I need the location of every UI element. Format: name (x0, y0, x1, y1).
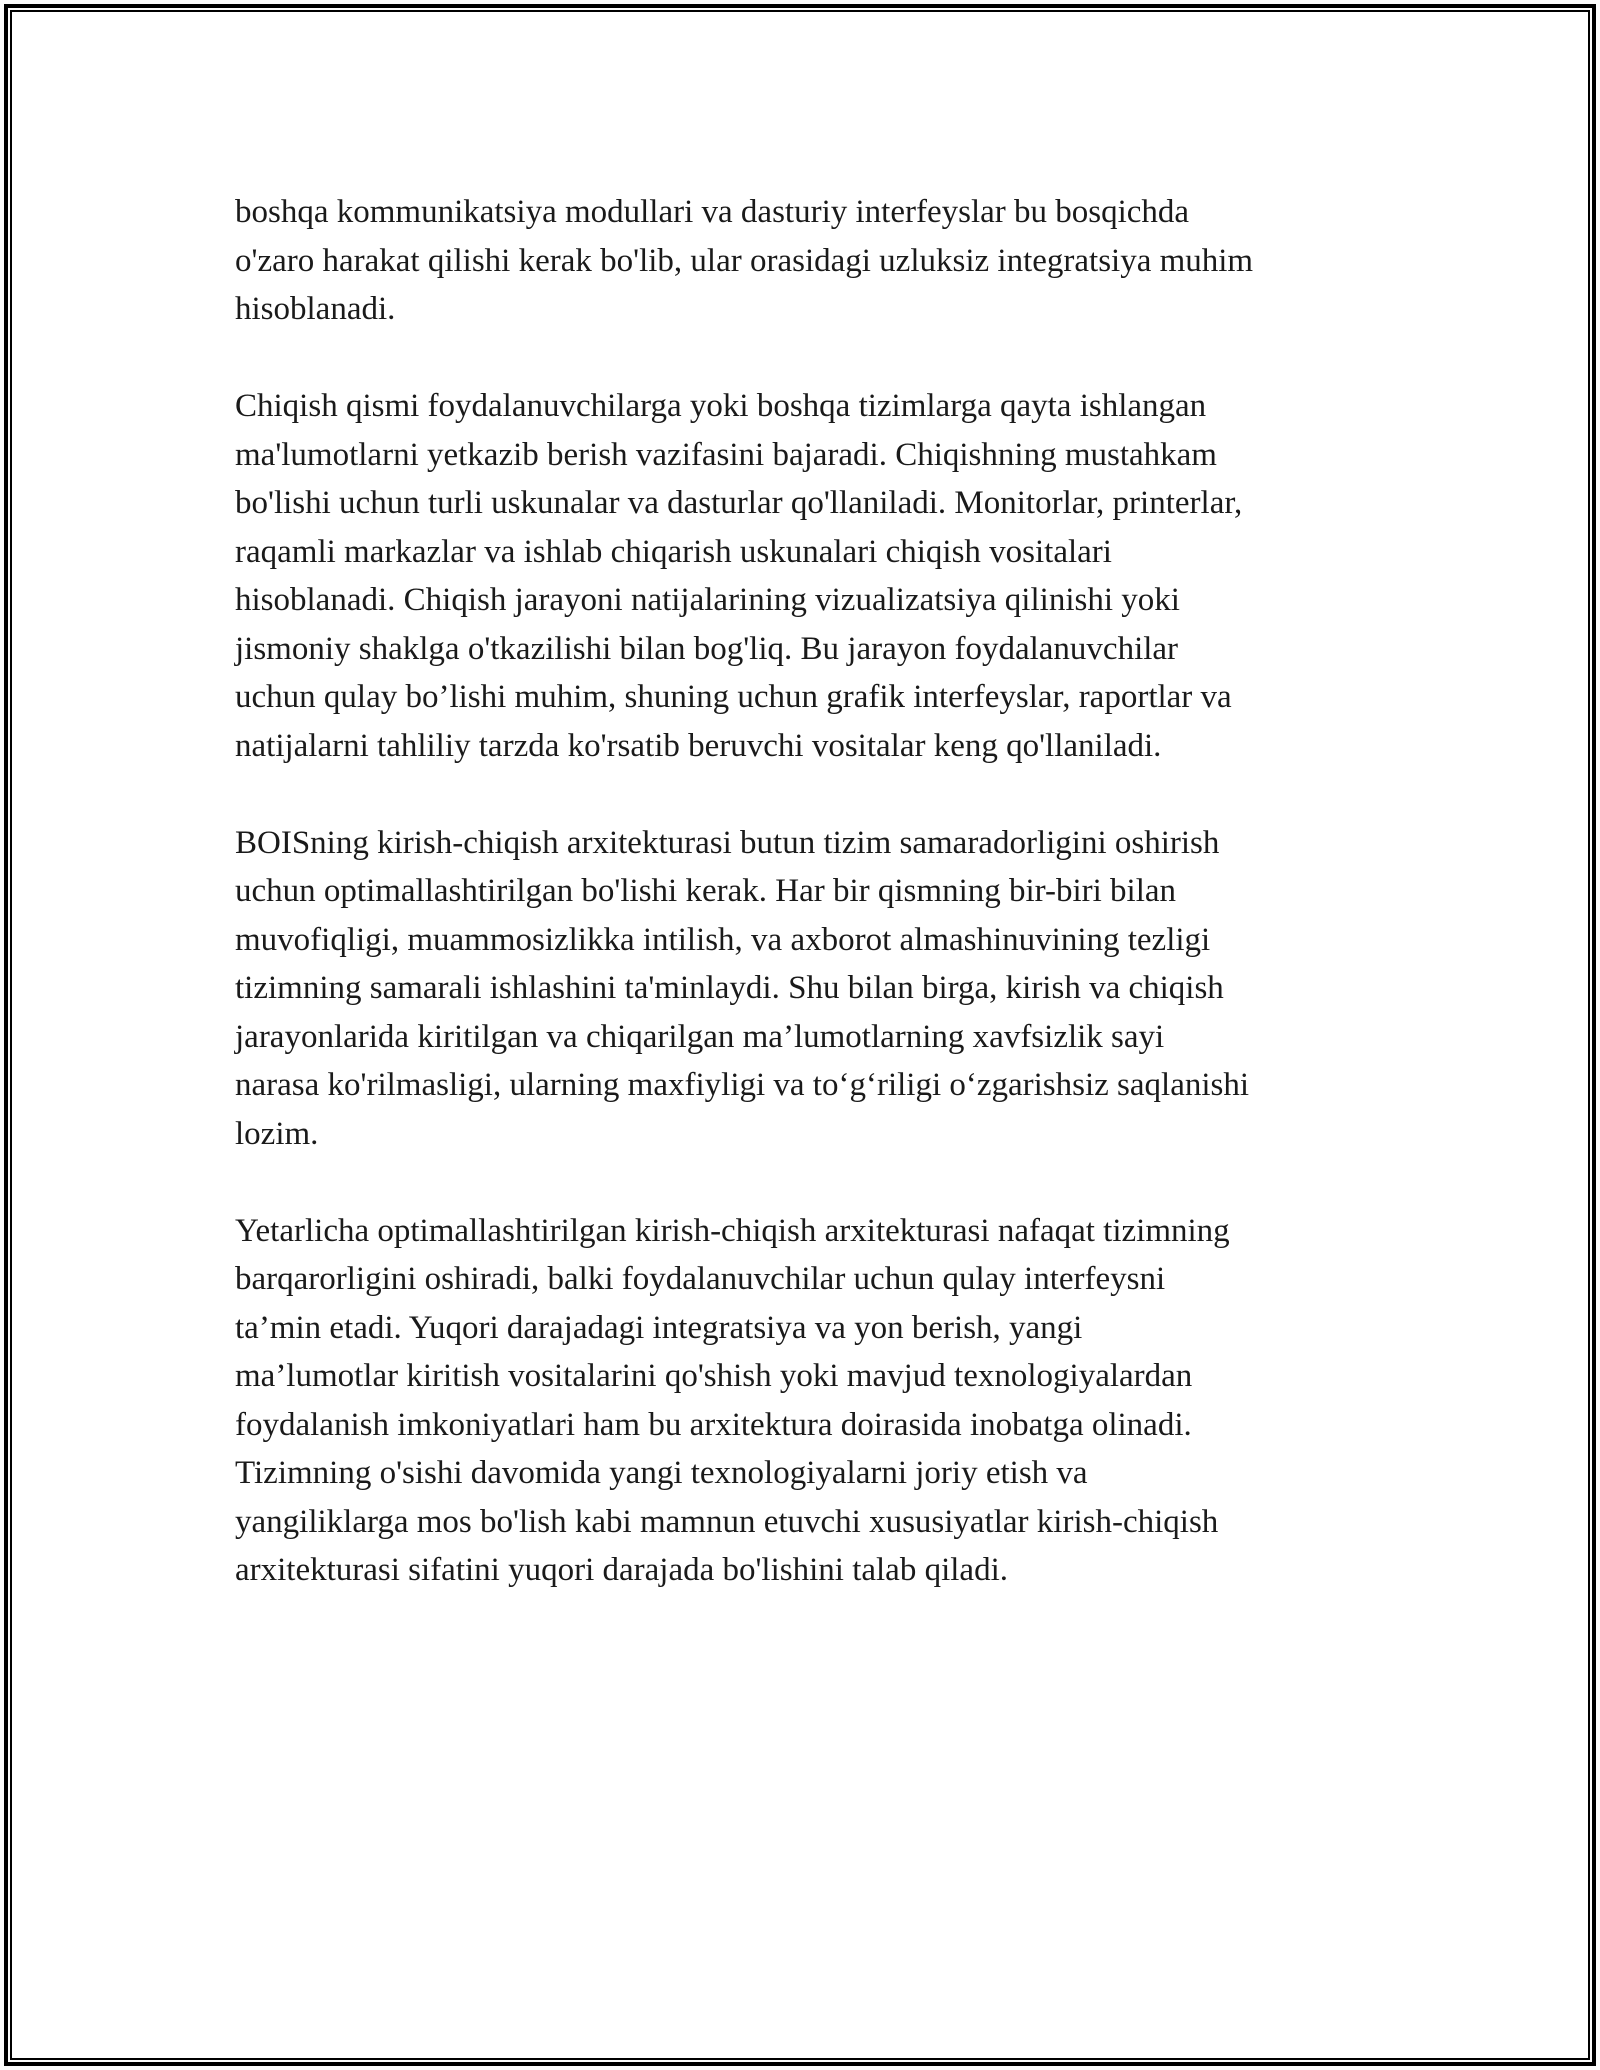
text-line: muvofiqligi, muammosizlikka intilish, va axborot almashinuvining tezligi (235, 921, 1211, 958)
text-line: tizimning samarali ishlashini ta'minlaydi. Shu bilan birga, kirish va chiqish (235, 970, 1224, 1006)
text-line: Tizimning o'sishi davomida yangi texnologiyalarni joriy etish va (235, 1455, 1088, 1491)
text-line: ma'lumotlarni yetkazib berish vazifasini bajaradi. Chiqishning mustahkam (235, 436, 1217, 473)
paragraph-2 (235, 382, 1375, 770)
document-body (235, 188, 1375, 1643)
text-line: uchun optimallashtirilgan bo'lishi kerak. Har bir qismning bir-biri bilan (235, 873, 1177, 909)
text-line: hisoblanadi. (235, 291, 396, 327)
text-line: raqamli markazlar va ishlab chiqarish uskunalari chiqish vositalari (235, 533, 1112, 570)
text-line: Chiqish qismi foydalanuvchilarga yoki boshqa tizimlarga qayta ishlangan (235, 388, 1207, 424)
text-line: lozim. (235, 1115, 319, 1152)
paragraph-3 (235, 819, 1375, 1159)
text-line: arxitekturasi sifatini yuqori darajada bo'lishini talab qiladi. (235, 1552, 1008, 1588)
text-line: bo'lishi uchun turli uskunalar va dasturlar qo'llaniladi. Monitorlar, printerlar, (235, 485, 1243, 521)
text-line: Yetarlicha optimallashtirilgan kirish-chiqish arxitekturasi nafaqat tizimning (235, 1212, 1230, 1249)
text-line: uchun qulay bo’lishi muhim, shuning uchun grafik interfeyslar, raportlar va (235, 679, 1232, 715)
text-line: jismoniy shaklga o'tkazilishi bilan bog'liq. Bu jarayon foydalanuvchilar (235, 630, 1179, 667)
paragraph-4 (235, 1207, 1375, 1595)
paragraph-1 (235, 188, 1375, 334)
text-line: natijalarni tahliliy tarzda ko'rsatib beruvchi vositalar keng qo'llaniladi. (235, 727, 1162, 764)
text-line: boshqa kommunikatsiya modullari va dasturiy interfeyslar bu bosqichda (235, 194, 1190, 230)
text-line: foydalanish imkoniyatlari ham bu arxitektura doirasida inobatga olinadi. (235, 1406, 1192, 1443)
text-line: yangiliklarga mos bo'lish kabi mamnun etuvchi xususiyatlar kirish-chiqish (235, 1503, 1219, 1540)
text-line: narasa ko'rilmasligi, ularning maxfiyligi va to‘g‘riligi o‘zgarishsiz saqlanishi (235, 1067, 1250, 1103)
text-line: ma’lumotlar kiritish vositalarini qo'shish yoki mavjud texnologiyalardan (235, 1358, 1193, 1394)
text-line: jarayonlarida kiritilgan va chiqarilgan ma’lumotlarning xavfsizlik sayi (235, 1018, 1165, 1055)
text-line: hisoblanadi. Chiqish jarayoni natijalarining vizualizatsiya qilinishi yoki (235, 582, 1180, 618)
text-line: ta’min etadi. Yuqori darajadagi integratsiya va yon berish, yangi (235, 1309, 1083, 1346)
text-line: BOISning kirish-chiqish arxitekturasi butun tizim samaradorligini oshirish (235, 824, 1220, 861)
text-line: barqarorligini oshiradi, balki foydalanuvchilar uchun qulay interfeysni (235, 1261, 1166, 1297)
text-line: o'zaro harakat qilishi kerak bo'lib, ular orasidagi uzluksiz integratsiya muhim (235, 242, 1254, 279)
